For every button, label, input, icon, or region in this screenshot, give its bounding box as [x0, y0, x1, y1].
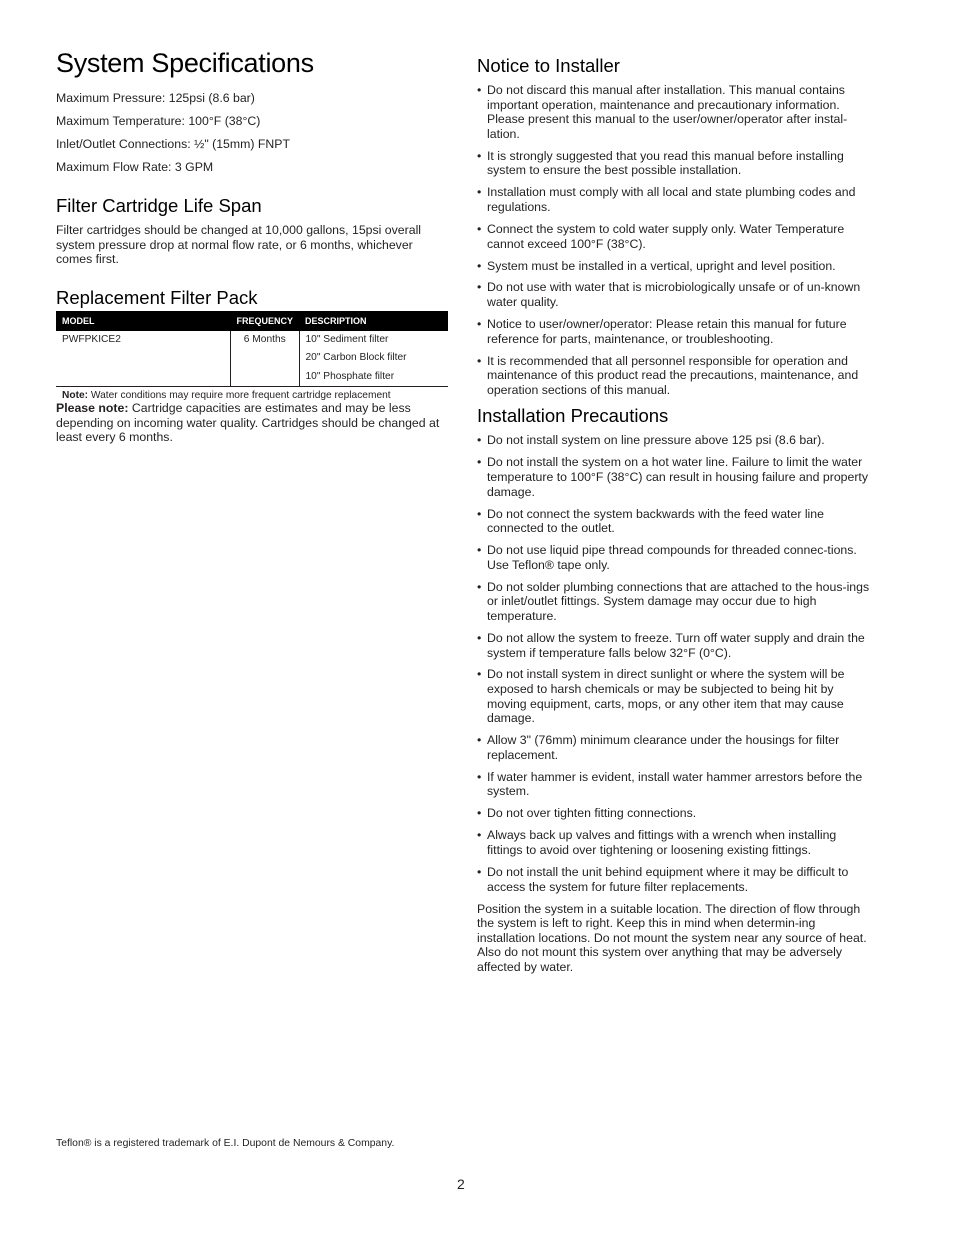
trademark-footnote: Teflon® is a registered trademark of E.I. Dupont de Nemours & Company. — [56, 1138, 395, 1149]
list-item: • Do not install the system on a hot water line. Failure to limit the water temperature to 100°F (38°C) can result in housing failure and property damage. — [477, 455, 872, 499]
filter-table — [56, 311, 448, 388]
lifespan-heading: Filter Cartridge Life Span — [56, 195, 262, 216]
spec-max-temperature: Maximum Temperature: 100°F (38°C) — [56, 114, 261, 128]
list-item: • Do not use liquid pipe thread compounds for threaded connec-tions. Use Teflon® tape only. — [477, 543, 872, 572]
page-number: 2 — [457, 1176, 465, 1192]
right-column — [477, 55, 872, 975]
table-header-frequency: FREQUENCY — [231, 311, 300, 331]
list-item: • If water hammer is evident, install water hammer arrestors before the system. — [477, 770, 872, 799]
list-item: • Do not solder plumbing connections that are attached to the hous-ings or inlet/outlet fittings. System damage may occur due to high temperature. — [477, 580, 872, 624]
list-item: • It is recommended that all personnel responsible for operation and maintenance of this product read the precautions, maintenance, and operation sections of this manual. — [477, 354, 872, 398]
precautions-list — [477, 433, 872, 894]
filter-pack-heading: Replacement Filter Pack — [56, 286, 258, 308]
precautions-heading: Installation Precautions — [477, 405, 669, 427]
table-row — [56, 331, 448, 350]
list-item: • Do not connect the system backwards with the feed water line connected to the outlet. — [477, 507, 872, 536]
spec-max-pressure: Maximum Pressure: 125psi (8.6 bar) — [56, 91, 255, 105]
list-item: • Do not over tighten fitting connections. — [477, 806, 872, 821]
spec-flow-rate: Maximum Flow Rate: 3 GPM — [56, 160, 214, 174]
list-item: • Allow 3" (76mm) minimum clearance under the housings for filter replacement. — [477, 733, 872, 762]
table-note — [56, 390, 448, 401]
table-header-model: MODEL — [56, 311, 231, 331]
note-text: Water conditions may require more frequent cartridge replacement — [90, 390, 391, 402]
description-cell: 20" Carbon Block filter — [305, 352, 407, 364]
list-item: • Do not install system on line pressure above 125 psi (8.6 bar). — [477, 433, 872, 448]
list-item: • Do not discard this manual after installation. This manual contains important operation, maintenance and precautionary information. Please present this manual to the user/owner/operator after instal-lation. — [477, 83, 872, 141]
spec-connections: Inlet/Outlet Connections: ½" (15mm) FNPT — [56, 137, 290, 151]
list-item: • Do not install system in direct sunlight or where the system will be exposed to harsh chemicals or may be subjected to being hit by moving equipment, carts, mops, or any other item that may cause damage. — [477, 667, 872, 725]
notice-list — [477, 83, 872, 397]
filter-pack-section — [56, 287, 448, 402]
description-cell: 10" Phosphate filter — [299, 368, 448, 387]
table-header-description: DESCRIPTION — [299, 311, 448, 331]
frequency-cell: 6 Months — [231, 331, 300, 350]
list-item: • Installation must comply with all local and state plumbing codes and regulations. — [477, 185, 872, 214]
table-row — [56, 368, 448, 387]
list-item: • Do not use with water that is microbiologically unsafe or of un-known water quality. — [477, 280, 872, 309]
note-label: Note: — [62, 390, 89, 402]
spec-list — [56, 91, 448, 175]
list-item: • Connect the system to cold water supply only. Water Temperature cannot exceed 100°F (38°C). — [477, 222, 872, 251]
table-row — [56, 349, 448, 368]
notice-heading: Notice to Installer — [477, 55, 620, 76]
model-cell: PWFPKICE2 — [56, 331, 231, 350]
left-column — [56, 48, 448, 445]
page-title: System Specifications — [56, 48, 314, 78]
list-item: • Always back up valves and fittings with a wrench when installing fittings to avoid over tightening or loosening existing fittings. — [477, 828, 872, 857]
list-item: • System must be installed in a vertical, upright and level position. — [477, 259, 872, 274]
please-note-label: Please note: — [56, 401, 129, 416]
list-item: • Notice to user/owner/operator: Please retain this manual for future reference for parts, maintenance, or troubleshooting. — [477, 317, 872, 346]
list-item: • It is strongly suggested that you read this manual before installing system to ensure the best possible installation. — [477, 149, 872, 178]
please-note — [56, 401, 448, 445]
please-note-text: Cartridge capacities are estimates and may be less depending on incoming water quality. Cartridges should be changed at least every 6 months. — [56, 401, 440, 445]
position-paragraph: Position the system in a suitable location. The direction of flow through the system is left to right. Keep this in mind when determin-ing installation locations. Do not mount the system near any source of heat. Also do not mount this system over anything that may be adversely affected by water. — [477, 901, 867, 974]
list-item: • Do not allow the system to freeze. Turn off water supply and drain the system if temperature falls below 32°F (0°C). — [477, 631, 872, 660]
list-item: • Do not install the unit behind equipment where it may be difficult to access the system for future filter replacements. — [477, 865, 872, 894]
lifespan-section — [56, 195, 448, 267]
lifespan-text: Filter cartridges should be changed at 10,000 gallons, 15psi overall system pressure drop at normal flow rate, or 6 months, whichever comes first. — [56, 223, 422, 267]
description-cell: 10" Sediment filter — [305, 333, 389, 345]
